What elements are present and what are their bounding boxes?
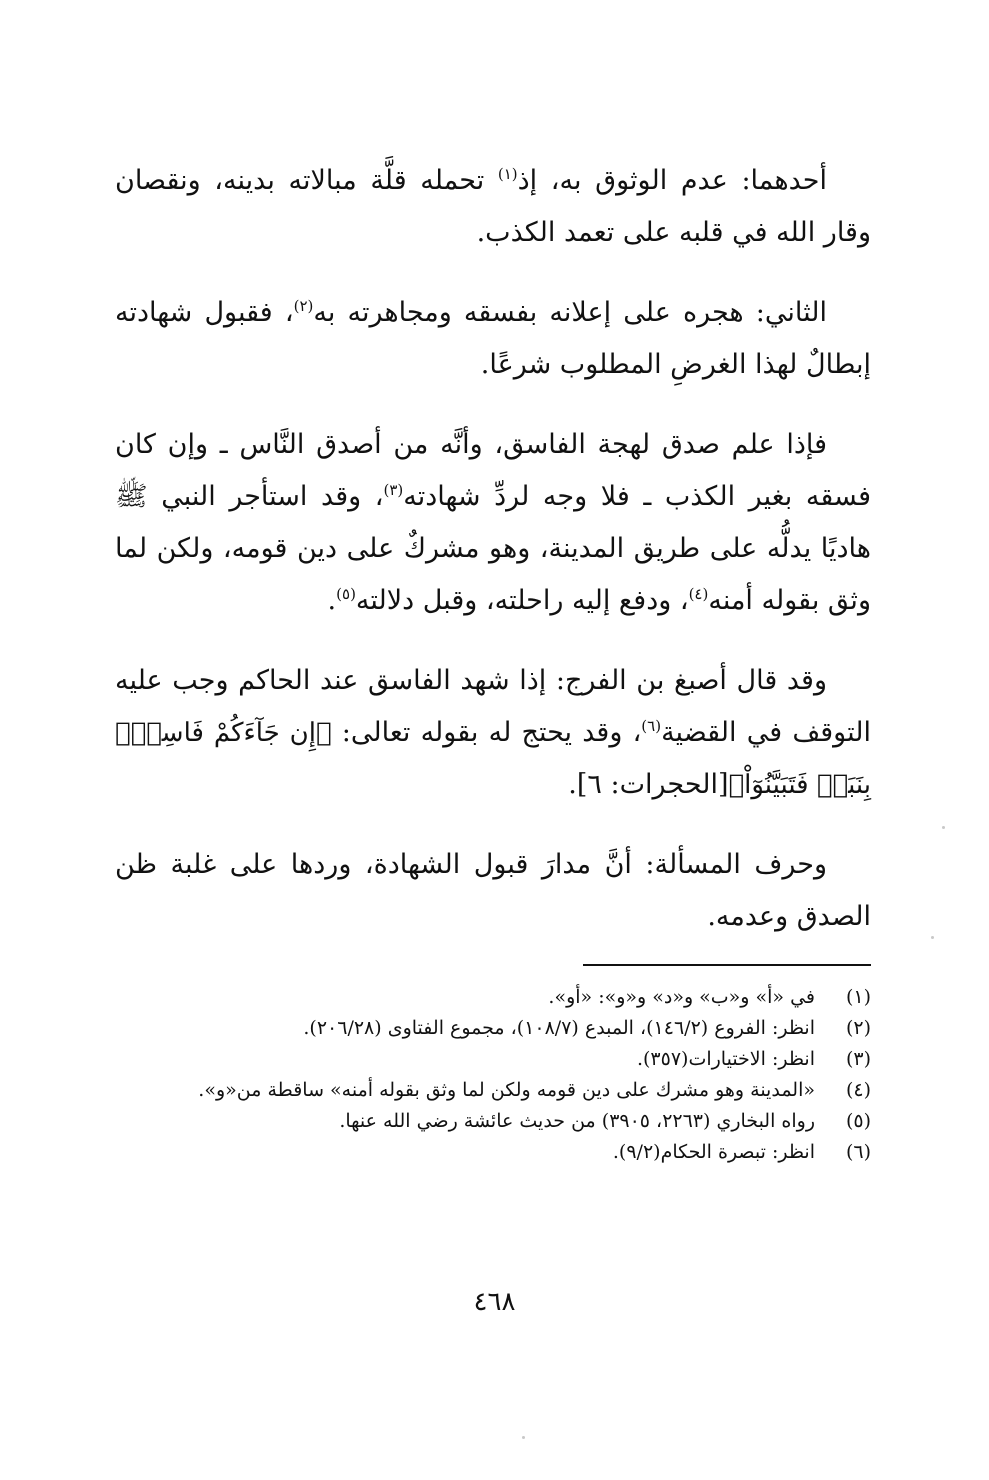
paragraph-text: ، وقد يحتج له بقوله تعالى:	[331, 717, 642, 748]
paragraph-text: .	[327, 585, 337, 616]
footnote-item	[115, 982, 871, 1012]
footnote-text: رواه البخاري (٢٢٦٣، ٣٩٠٥) من حديث عائشة رضي الله عنها.	[339, 1110, 815, 1132]
footnote-divider	[583, 964, 871, 966]
paragraph-text: أحدهما: عدم الوثوق به، إذ	[517, 165, 827, 196]
footnote-number: (٣)	[845, 1048, 871, 1070]
scan-speck	[522, 1436, 525, 1439]
footnote-item	[115, 1137, 871, 1167]
paragraph-text: وقد قال أصبغ بن الفرج: إذا شهد الفاسق عند الحاكم وجب عليه التوقف في القضية	[115, 665, 872, 748]
footnote-number: (٥)	[845, 1110, 871, 1132]
footnote-text: انظر: الاختيارات(٣٥٧).	[636, 1048, 815, 1070]
footnote-marker[interactable]: (٦)	[641, 717, 662, 735]
footnote-marker[interactable]: (٥)	[336, 585, 356, 603]
paragraph-asbagh-quote	[115, 655, 871, 811]
footnote-number: (٦)	[845, 1141, 871, 1163]
paragraph-text: ، ودفع إليه راحلته، وقبل دلالته	[355, 585, 689, 616]
paragraph-second-reason	[115, 287, 871, 391]
footnote-item	[115, 1013, 871, 1043]
paragraph-text: الثاني: هجره على إعلانه بفسقه ومجاهرته به	[313, 297, 828, 328]
footnote-text: في «أ» و«ب» و«د» و«و»: «أو».	[548, 986, 815, 1008]
footnote-item	[115, 1044, 871, 1074]
paragraph-conclusion: وحرف المسألة: أنَّ مدارَ قبول الشهادة، وردها على غلبة ظن الصدق وعدمه.	[115, 849, 871, 932]
quran-verse: ﴿إِن جَآءَكُمْ فَاسِقُۢ بِنَبَإٖ فَتَبَيَّنُوٓاْ﴾	[115, 718, 871, 800]
paragraph-text: ، فقبول شهادته إبطالٌ لهذا الغرضِ المطلوب شرعًا.	[115, 297, 871, 380]
scan-speck	[942, 826, 945, 829]
footnote-item	[115, 1075, 871, 1105]
page-number: ٤٦٨	[473, 1287, 516, 1317]
paragraph-text: ، وقد استأجر النبي ﷺ هاديًا يدلُّه على طريق المدينة، وهو مشركٌ على دين قومه، ولكن لما وثق بقوله أمنه	[115, 481, 871, 616]
footnote-marker[interactable]: (٣)	[383, 481, 404, 499]
footnote-text: «المدينة وهو مشرك على دين قومه ولكن لما وثق بقوله أمنه» ساقطة من«و».	[198, 1079, 815, 1101]
footnote-marker[interactable]: (٤)	[688, 585, 709, 603]
paragraph-first-reason	[115, 155, 871, 259]
footnote-text: انظر: تبصرة الحكام(٩/٢).	[612, 1141, 815, 1163]
paragraph-text: فإذا علم صدق لهجة الفاسق، وأنَّه من أصدق النَّاس ـ وإن كان فسقه بغير الكذب ـ فلا وجه لردِّ شهادته	[115, 429, 871, 512]
footnote-number: (٢)	[845, 1017, 871, 1039]
main-text	[115, 155, 871, 971]
footnote-text: انظر: الفروع (١٤٦/٢)، المبدع (١٠٨/٧)، مجموع الفتاوى (٢٠٦/٢٨).	[303, 1017, 815, 1039]
footnote-marker[interactable]: (٢)	[293, 297, 314, 315]
paragraph-text: تحمله قلَّة مبالاته بدينه، ونقصان وقار الله في قلبه على تعمد الكذب.	[115, 165, 871, 248]
scan-speck	[931, 936, 934, 939]
footnotes-section	[115, 982, 871, 1168]
verse-reference: [الحجرات: ٦].	[568, 769, 729, 800]
footnote-item	[115, 1106, 871, 1136]
paragraph-truthful-fasiq	[115, 419, 871, 627]
footnote-marker[interactable]: (١)	[497, 165, 518, 183]
footnote-number: (٤)	[845, 1079, 871, 1101]
footnote-number: (١)	[845, 986, 871, 1008]
